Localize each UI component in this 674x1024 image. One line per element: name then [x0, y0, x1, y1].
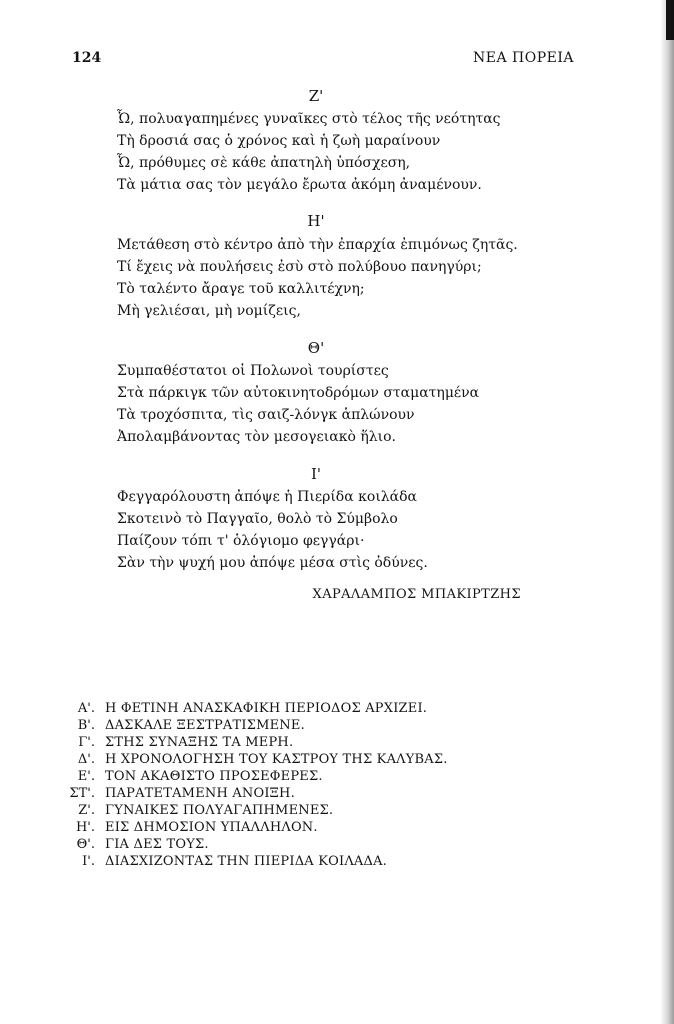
contents-title: ΔΙΑΣΧΙΖΟΝΤΑΣ ΤΗΝ ΠΙΕΡΙΔΑ ΚΟΙΛΑΔΑ. [105, 854, 387, 869]
contents-label: Ι'. [82, 854, 95, 869]
contents-item [40, 853, 448, 870]
stanza-7 [117, 108, 501, 196]
contents-title: ΤΟΝ ΑΚΑΘΙΣΤΟ ΠΡΟΣΕΦΕΡΕΣ. [105, 769, 323, 784]
section-number-10: Ι' [310, 465, 322, 483]
contents-item [40, 700, 448, 717]
verse-line: Σὰν τὴν ψυχή μου ἀπόψε μέσα στὶς ὀδύνες. [117, 555, 428, 571]
section-number-7: Ζ' [308, 87, 324, 105]
verse-line: Φεγγαρόλουστη ἀπόψε ἡ Πιερίδα κοιλάδα [117, 489, 418, 505]
page-edge-shadow [660, 0, 674, 1024]
contents-list [40, 700, 448, 870]
contents-label: Η'. [75, 820, 95, 835]
author-signature: ΧΑΡΑΛΑΜΠΟΣ ΜΠΑΚΙΡΤΖΗΣ [312, 587, 521, 602]
contents-title: ΔΑΣΚΑΛΕ ΞΕΣΤΡΑΤΙΣΜΕΝΕ. [105, 718, 305, 733]
contents-item [40, 802, 448, 819]
page-edge-mark [666, 0, 674, 40]
contents-title: Η ΦΕΤΙΝΗ ΑΝΑΣΚΑΦΙΚΗ ΠΕΡΙΟΔΟΣ ΑΡΧΙΖΕΙ. [105, 701, 428, 716]
verse-line: Μετάθεση στὸ κέντρο ἀπὸ τὴν ἐπαρχία ἐπιμόνως ζητᾶς. [117, 237, 518, 253]
contents-item [40, 751, 448, 768]
verse-line: Παίζουν τόπι τ' ὁλόγιομο φεγγάρι· [117, 533, 365, 549]
page-number: 124 [72, 50, 102, 66]
stanza-9 [117, 360, 479, 448]
contents-title: ΓΙΑ ΔΕΣ ΤΟΥΣ. [105, 837, 209, 852]
contents-label: Β'. [77, 718, 95, 733]
contents-label: Δ'. [77, 752, 95, 767]
stanza-10 [117, 486, 428, 574]
running-head: ΝΕΑ ΠΟΡΕΙΑ [473, 50, 574, 66]
contents-title: ΠΑΡΑΤΕΤΑΜΕΝΗ ΑΝΟΙΞΗ. [105, 786, 295, 801]
contents-item [40, 836, 448, 853]
verse-line: Συμπαθέστατοι οἱ Πολωνοὶ τουρίστες [117, 363, 389, 379]
section-number-9: Θ' [307, 339, 325, 357]
contents-item [40, 768, 448, 785]
verse-line: Τί ἔχεις νὰ πουλήσεις ἐσὺ στὸ πολύβουο πανηγύρι; [117, 259, 482, 275]
contents-title: ΓΥΝΑΙΚΕΣ ΠΟΛΥΑΓΑΠΗΜΕΝΕΣ. [105, 803, 334, 818]
contents-label: Ζ'. [78, 803, 95, 818]
verse-line: Ὦ, πρόθυμες σὲ κάθε ἀπατηλὴ ὑπόσχεση, [117, 155, 411, 171]
verse-line: Τὰ τροχόσπιτα, τὶς σαιζ-λόνγκ ἁπλώνουν [117, 407, 415, 423]
section-number-8: Η' [307, 212, 325, 230]
contents-label: ΣΤ'. [69, 786, 95, 801]
verse-line: Τὴ δροσιά σας ὁ χρόνος καὶ ἡ ζωὴ μαραίνουν [117, 133, 441, 149]
contents-label: Γ'. [78, 735, 95, 750]
verse-line: Μὴ γελιέσαι, μὴ νομίζεις, [117, 303, 301, 319]
contents-item [40, 819, 448, 836]
contents-label: Ε'. [77, 769, 95, 784]
verse-line: Ἀπολαμβάνοντας τὸν μεσογειακὸ ἥλιο. [117, 429, 396, 445]
contents-item [40, 734, 448, 751]
verse-line: Στὰ πάρκιγκ τῶν αὐτοκινητοδρόμων σταματημένα [117, 385, 480, 401]
verse-line: Σκοτεινὸ τὸ Παγγαῖο, θολὸ τὸ Σύμβολο [117, 511, 398, 527]
stanza-8 [117, 234, 518, 322]
contents-title: ΕΙΣ ΔΗΜΟΣΙΟΝ ΥΠΑΛΛΗΛΟΝ. [105, 820, 318, 835]
contents-title: Η ΧΡΟΝΟΛΟΓΗΣΗ ΤΟΥ ΚΑΣΤΡΟΥ ΤΗΣ ΚΑΛΥΒΑΣ. [105, 752, 448, 767]
verse-line: Ὦ, πολυαγαπημένες γυναῖκες στὸ τέλος τῆς νεότητας [117, 111, 501, 127]
contents-title: ΣΤΗΣ ΣΥΝΑΞΗΣ ΤΑ ΜΕΡΗ. [105, 735, 294, 750]
contents-label: Θ'. [76, 837, 95, 852]
verse-line: Τὰ μάτια σας τὸν μεγάλο ἔρωτα ἀκόμη ἀναμένουν. [117, 177, 482, 193]
contents-item [40, 785, 448, 802]
contents-item [40, 717, 448, 734]
contents-label: Α'. [77, 701, 95, 716]
verse-line: Τὸ ταλέντο ἄραγε τοῦ καλλιτέχνη; [117, 281, 365, 297]
